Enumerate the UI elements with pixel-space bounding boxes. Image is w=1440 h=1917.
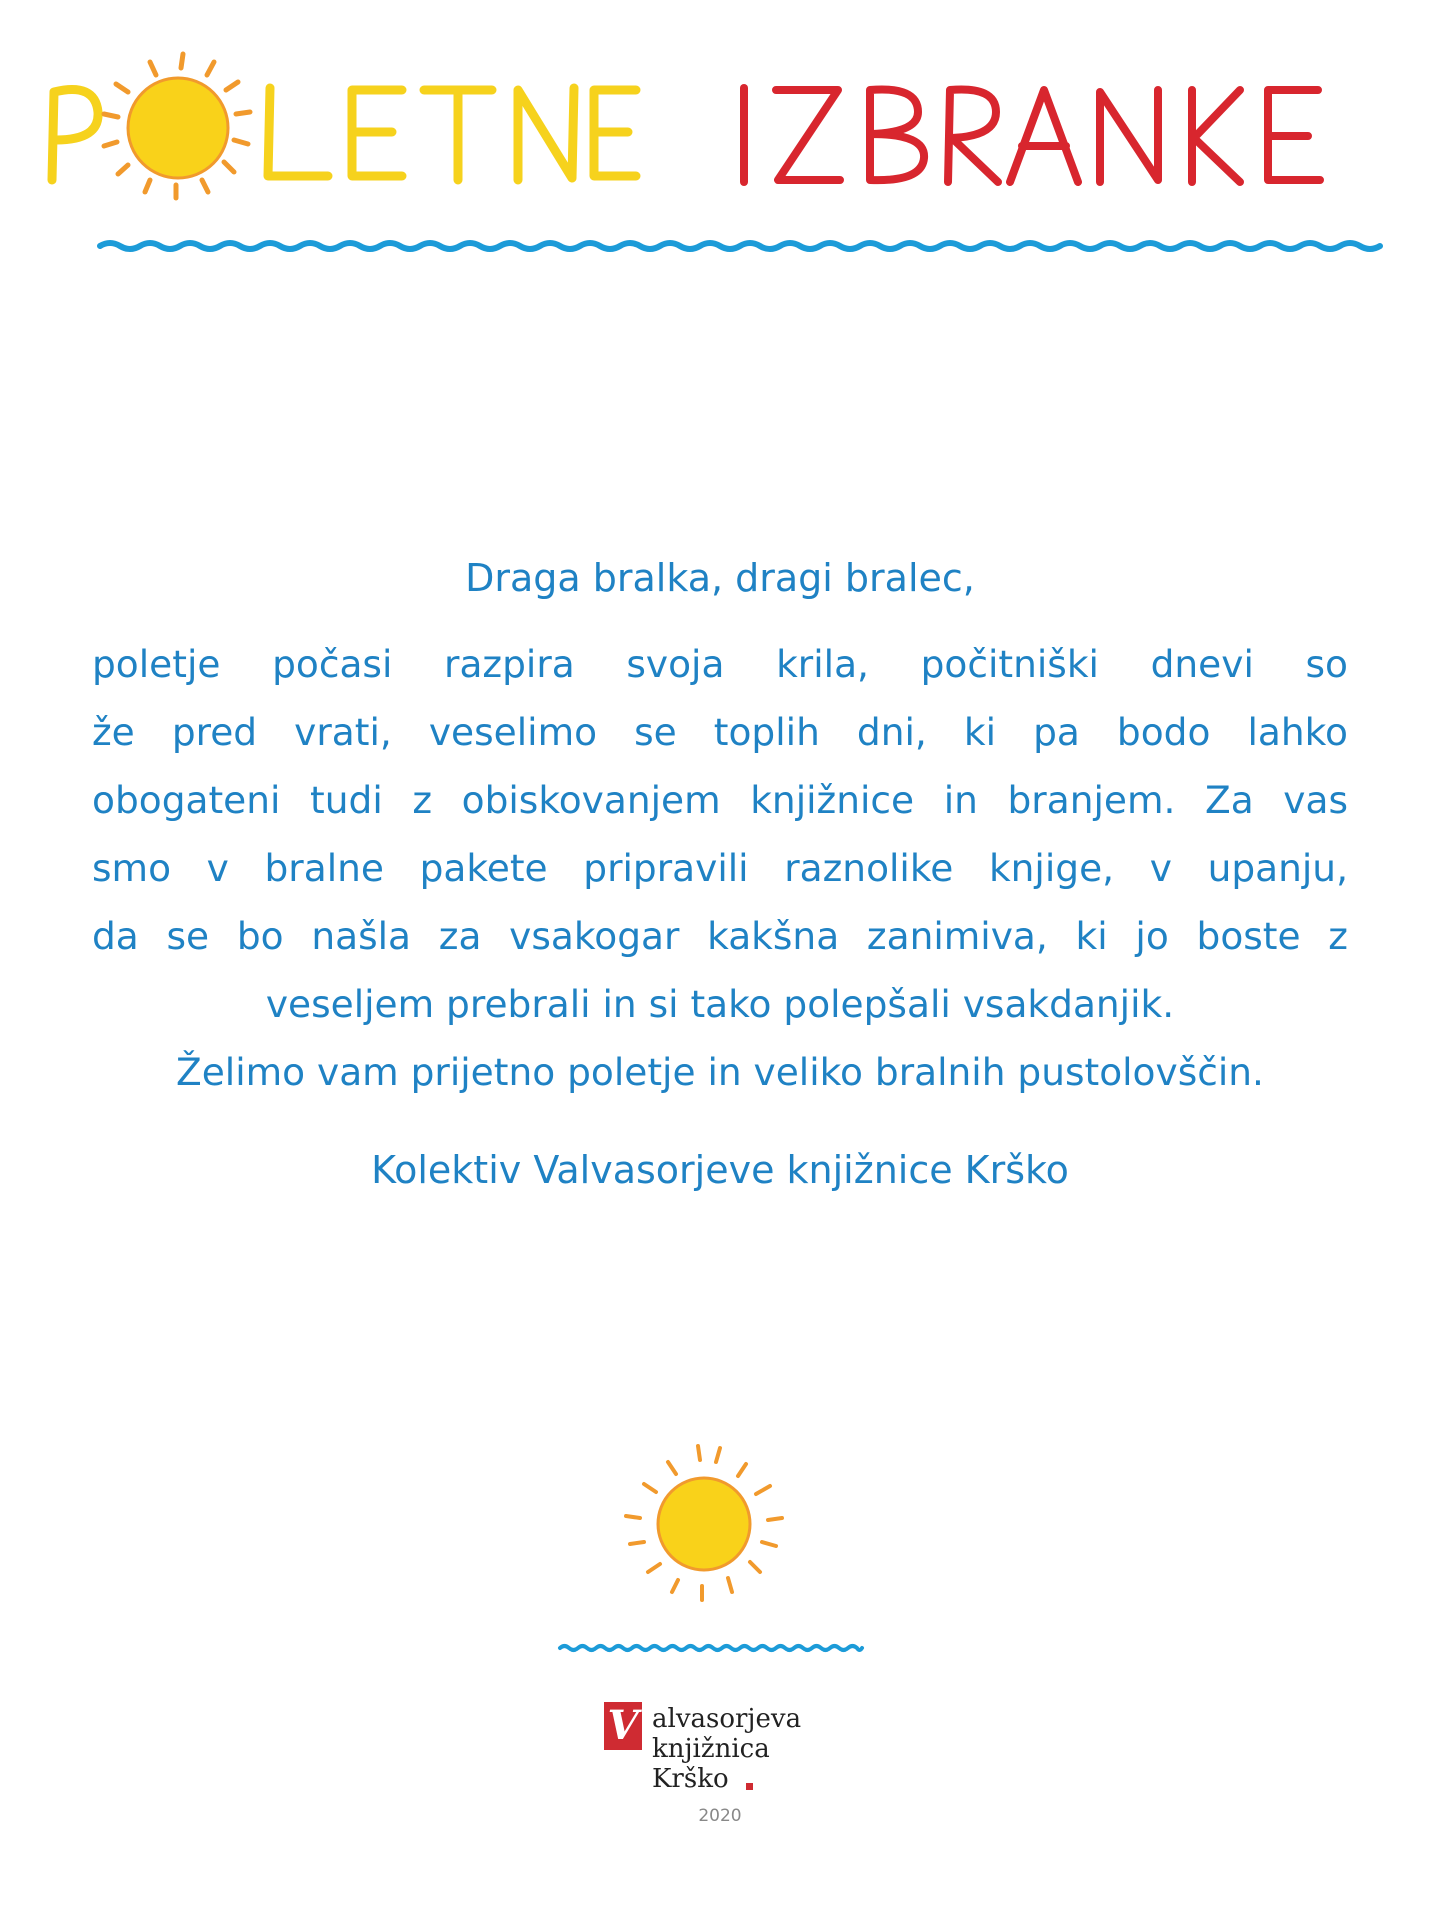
letter-body	[92, 630, 1348, 1106]
logo-dot	[746, 1783, 753, 1790]
header-wave	[100, 243, 1380, 249]
letter-line: Želimo vam prijetno poletje in veliko bralnih pustolovščin.	[176, 1050, 1264, 1094]
letter-line: obogateni tudi z obiskovanjem knjižnice in branjem. Za vas	[92, 778, 1348, 822]
letter-greeting: Draga bralka, dragi bralec,	[465, 556, 975, 600]
logo-line1: alvasorjeva	[652, 1704, 802, 1734]
sun-illustration-icon	[610, 1440, 800, 1610]
sun-icon	[104, 54, 250, 198]
header-title	[0, 0, 1440, 260]
letter-line: smo v bralne pakete pripravili raznolike knjige, v upanju,	[92, 846, 1348, 890]
letter-signature: Kolektiv Valvasorjeve knjižnice Krško	[371, 1148, 1069, 1192]
logo-initial: V	[607, 1702, 639, 1749]
year-label: 2020	[698, 1806, 742, 1826]
logo-line2: knjižnica	[652, 1734, 770, 1764]
title-part2	[744, 88, 1320, 182]
letter-line: poletje počasi razpira svoja krila, počitniški dnevi so	[92, 642, 1348, 686]
footer-wave	[556, 1636, 866, 1660]
letter-line: da se bo našla za vsakogar kakšna zanimiva, ki jo boste z	[92, 914, 1348, 958]
logo-line3: Krško	[652, 1764, 729, 1794]
library-logo-icon	[604, 1702, 642, 1750]
letter-line: veseljem prebrali in si tako polepšali vsakdanjik.	[265, 982, 1175, 1026]
letter-line: že pred vrati, veselimo se toplih dni, ki pa bodo lahko	[92, 710, 1348, 754]
